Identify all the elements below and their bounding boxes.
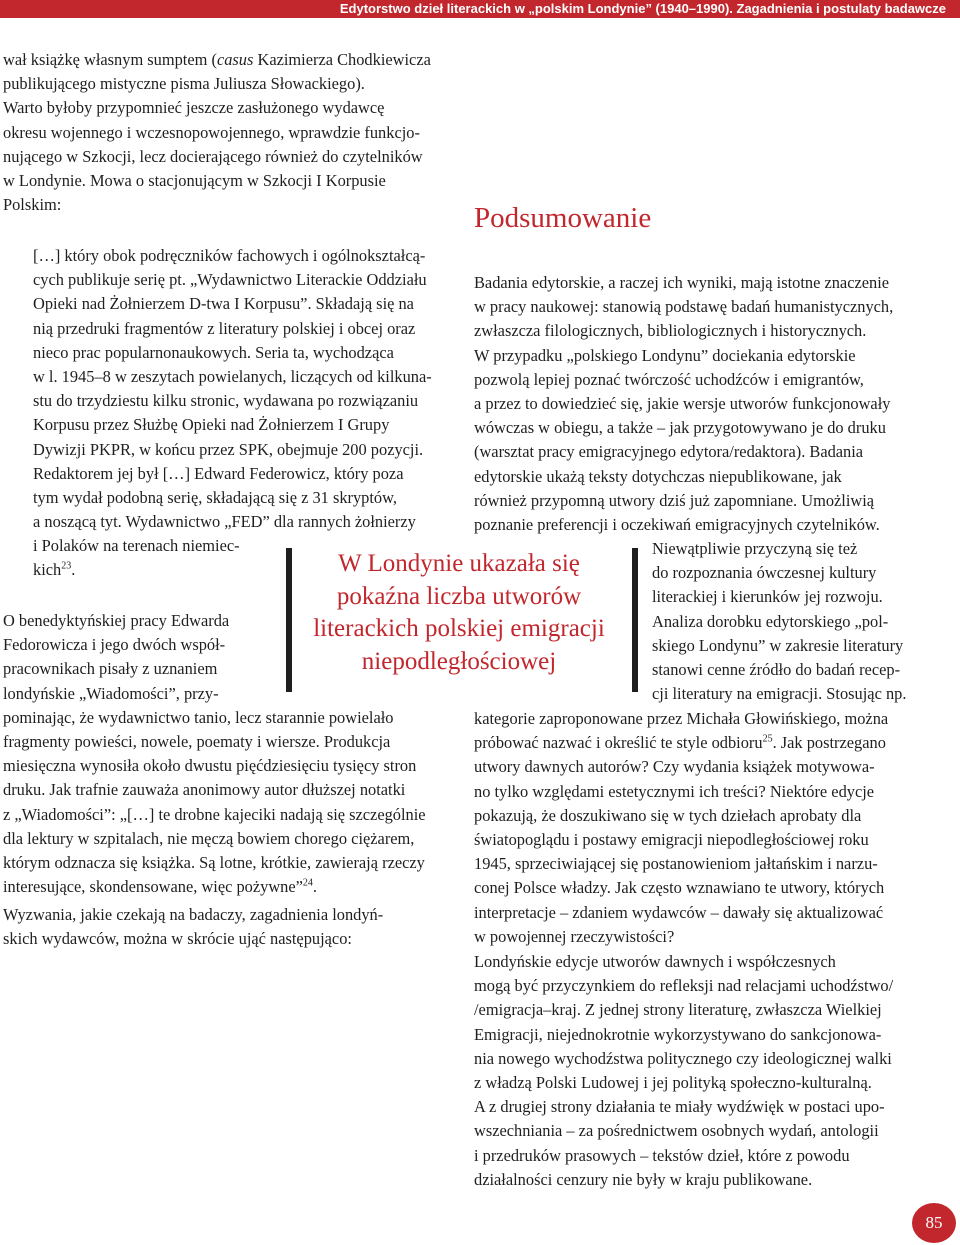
text-line: conej Polsce władzy. Jak często wznawiano te utwory, których bbox=[474, 878, 885, 898]
text-line: z władzą Polski Ludowej i jej polityką społeczno-kulturalną. bbox=[474, 1072, 872, 1092]
section-heading: Podsumowanie bbox=[474, 202, 652, 234]
page-number: 85 bbox=[912, 1203, 956, 1243]
text-line: kich$^{23}$. bbox=[33, 560, 76, 580]
text-line: fragmenty powieści, nowele, poematy i wiersze. Produkcja bbox=[3, 731, 391, 751]
text-line: interesujące, skondensowane, więc pożywne”$^{24}$. bbox=[3, 877, 318, 897]
line-text: kich bbox=[33, 560, 62, 580]
pull-quote bbox=[296, 548, 622, 678]
text-line: i Polaków na terenach niemiec- bbox=[33, 536, 240, 556]
footnote-ref: 23 bbox=[61, 560, 72, 572]
text-line: skich wydawców, można w skrócie ująć następująco: bbox=[3, 929, 352, 949]
text-line: londyńskie „Wiadomości”, przy- bbox=[3, 683, 219, 703]
text-line bbox=[474, 731, 924, 755]
text-line: wówczas w obiegu, a także – jak przygotowywano je do druku bbox=[474, 418, 886, 438]
pull-quote-line: literackich polskiej emigracji bbox=[313, 615, 605, 642]
text-line: druku. Jak trafnie zauważa anonimowy autor dłuższej notatki bbox=[3, 780, 406, 800]
text-line: zwłaszcza filologicznych, bibliologicznych i historycznych. bbox=[474, 321, 867, 341]
text-line: działalności cenzury nie były w kraju publikowane. bbox=[474, 1169, 813, 1189]
text-line: Badania edytorskie, a raczej ich wyniki, mają istotne znaczenie bbox=[474, 273, 890, 292]
text-line: Redaktorem jej był […] Edward Federowicz, który poza bbox=[33, 463, 404, 483]
text-line: wszechniania – za pośrednictwem osobnych wydań, antologii bbox=[474, 1121, 879, 1141]
text-line: a przez to dowiedzieć się, jakie wersje utworów funkcjonowały bbox=[474, 393, 891, 413]
pull-quote-bar-right bbox=[632, 548, 638, 692]
text-line: Fedorowicza i jego dwóch współ- bbox=[3, 635, 226, 655]
text-line: Analiza dorobku edytorskiego „pol- bbox=[652, 611, 889, 631]
text-line: do rozpoznania ówczesnej kultury bbox=[652, 563, 877, 583]
text-line: […] który obok podręczników fachowych i ogólnokształcą- bbox=[33, 246, 426, 265]
pull-quote-line: pokaźna liczba utworów bbox=[336, 582, 582, 610]
text-line: Warto byłoby przypomnieć jeszcze zasłużonego wydawcę bbox=[3, 98, 385, 118]
text-line: pokazują, że doszukiwano się w tych dziełach aprobaty dla bbox=[474, 805, 862, 825]
text-line: Niewątpliwie przyczyną się też bbox=[652, 539, 858, 558]
text-line: Wyzwania, jakie czekają na badaczy, zagadnienia londyń- bbox=[3, 905, 384, 924]
text-line: miesięczna wynosiła około dwustu pięćdziesięciu tysięcy stron bbox=[3, 756, 417, 776]
block-quote bbox=[33, 244, 432, 583]
text-line: dla lektury w szpitalach, nie męczą bowiem chorego ciężarem, bbox=[3, 828, 415, 848]
left-paragraph-3 bbox=[3, 903, 383, 951]
text-line: (warsztat pracy emigracyjnego edytora/redaktora). Badania bbox=[474, 442, 864, 462]
text-line: stu do trzydziestu kilku stronic, wydawana po rozwiązaniu bbox=[33, 391, 419, 411]
text-line: /emigracja–kraj. Z jednej strony literaturę, zwłaszcza Wielkiej bbox=[474, 1000, 882, 1020]
right-paragraph-3 bbox=[474, 950, 924, 1192]
text-line: literackiej i kierunków jej rozwoju. bbox=[652, 587, 883, 607]
line-text: . Jak postrzegano bbox=[772, 733, 886, 753]
text-line: Dywizji PKPR, w końcu przez SPK, obejmuje 200 pozycji. bbox=[33, 439, 424, 459]
text-line: Polskim: bbox=[3, 195, 62, 215]
text-line: mogą być przyczynkiem do refleksji nad relacjami uchodźstwo/ bbox=[474, 976, 894, 996]
text-line: utwory dawnych autorów? Czy wydania książek motywowa- bbox=[474, 757, 875, 777]
text-line: cych publikuje serię pt. „Wydawnictwo Literackie Oddziału bbox=[33, 270, 427, 290]
pull-quote-bar-left bbox=[286, 548, 292, 692]
text-line: kategorie zaproponowane przez Michała Głowińskiego, można bbox=[474, 709, 889, 728]
text-line: z „Wiadomości”: „[…] te drobne kajeciki nadają się szczególnie bbox=[3, 804, 426, 824]
footnote-ref: 25 bbox=[762, 733, 773, 745]
text-line: w powojennej rzeczywistości? bbox=[474, 926, 675, 946]
text-line: O benedyktyńskiej pracy Edwarda bbox=[3, 611, 230, 630]
left-intro-paragraph bbox=[3, 48, 431, 217]
text-line: tym wydał podobną serię, składającą się z 31 skryptów, bbox=[33, 487, 397, 507]
text-line: cji literatury na emigracji. Stosując np. bbox=[652, 684, 907, 704]
pull-quote-line: W Londynie ukazała się bbox=[338, 550, 580, 577]
text-line: 1945, sprzeciwiającej się postanowieniom jałtańskim i narzu- bbox=[474, 854, 878, 874]
pull-quote-line: niepodległościowej bbox=[361, 647, 557, 675]
right-paragraph-2-narrow bbox=[652, 537, 906, 706]
text-line: wał książkę własnym sumptem (casus Kazimierza Chodkiewicza bbox=[3, 50, 431, 69]
text-line: pominając, że wydawnictwo tanio, lecz starannie powielało bbox=[3, 707, 394, 727]
text-line: Emigracji, niejednokrotnie wykorzystywano do sankcjonowa- bbox=[474, 1024, 882, 1044]
text-line: w l. 1945–8 w zeszytach powielanych, liczących od kilkuna- bbox=[33, 366, 432, 386]
text-line: poznanie preferencji i oczekiwań emigracyjnych czytelników. bbox=[474, 514, 880, 534]
text-line: również przypomną utwory dziś już zapomniane. Umożliwią bbox=[474, 490, 875, 510]
text-line: światopoglądu i postawy emigracji niepodległościowej roku bbox=[474, 829, 869, 849]
text-line: Korpusu przez Służbę Opieki nad Żołnierzem I Grupy bbox=[33, 415, 390, 435]
text-line: nią przedruki fragmentów z literatury polskiej i obcej oraz bbox=[33, 318, 416, 338]
text-line: nieco prac popularnonaukowych. Seria ta, wychodząca bbox=[33, 342, 394, 362]
text-line: a noszącą tyt. Wydawnictwo „FED” dla rannych żołnierzy bbox=[33, 512, 416, 532]
text-line: i przedruków prasowych – tekstów dzieł, które z powodu bbox=[474, 1145, 850, 1165]
text-line: Londyńskie edycje utworów dawnych i współczesnych bbox=[474, 952, 836, 971]
text-line: w pracy naukowej: stanowią podstawę badań humanistycznych, bbox=[474, 297, 894, 317]
text-line: którym odznacza się książka. Są lotne, krótkie, zawierają rzeczy bbox=[3, 852, 425, 872]
text-line: stanowi cenne źródło do badań recep- bbox=[652, 659, 901, 679]
footnote-ref: 24 bbox=[302, 877, 313, 889]
text-line: w Londynie. Mowa o stacjonującym w Szkocji I Korpusie bbox=[3, 170, 386, 190]
text-line: A z drugiej strony działania te miały wydźwięk w postaci upo- bbox=[474, 1097, 885, 1117]
line-text: interesujące, skondensowane, więc pożywne” bbox=[3, 877, 303, 897]
text-line: pracownikach pisały z uznaniem bbox=[3, 659, 218, 679]
text-line: W przypadku „polskiego Londynu” dociekania edytorskie bbox=[474, 345, 856, 365]
text-line: Opieki nad Żołnierzem D-twa I Korpusu”. Składają się na bbox=[33, 294, 414, 314]
text-line: edytorskie ukażą teksty dotychczas niepublikowane, jak bbox=[474, 466, 842, 486]
text-line: okresu wojennego i wczesnopowojennego, wprawdzie funkcjo- bbox=[3, 122, 420, 142]
right-paragraph-2 bbox=[474, 707, 924, 949]
text-line: pozwolą lepiej poznać twórczość uchodźców i emigrantów, bbox=[474, 369, 864, 389]
text-line: interpretacje – zdaniem wydawców – dawały się aktualizować bbox=[474, 902, 884, 922]
text-line: no tylko względami estetycznymi ich treści? Niektóre edycje bbox=[474, 781, 875, 801]
text-line: nia nowego wychodźstwa politycznego czy ideologicznej walki bbox=[474, 1048, 892, 1068]
text-line: nującego w Szkocji, lecz docierającego również do czytelników bbox=[3, 146, 423, 166]
right-paragraph-1 bbox=[474, 271, 924, 537]
text-line: publikującego mistyczne pisma Juliusza Słowackiego). bbox=[3, 74, 365, 94]
text-line: skiego Londynu” w zakresie literatury bbox=[652, 635, 904, 655]
line-text: próbować nazwać i określić te style odbioru bbox=[474, 733, 763, 753]
running-header: Edytorstwo dzieł literackich w „polskim Londynie” (1940–1990). Zagadnienia i postulaty badawcze bbox=[0, 0, 960, 18]
